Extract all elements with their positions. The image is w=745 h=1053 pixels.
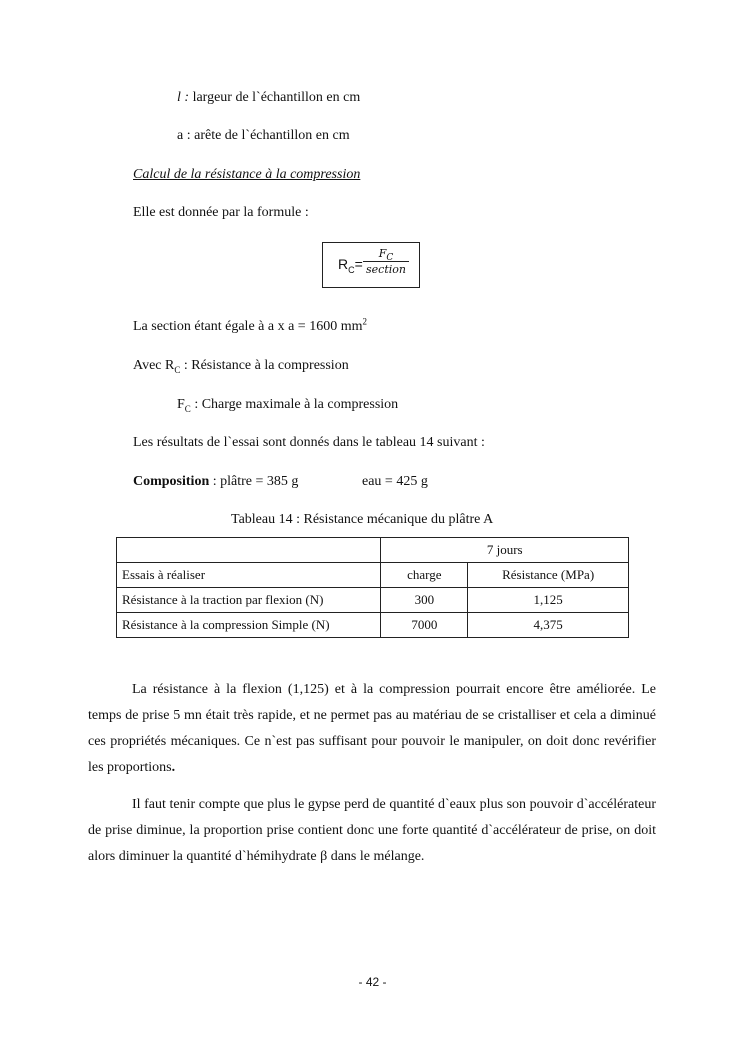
results-table bbox=[116, 537, 629, 638]
formula-fraction bbox=[363, 247, 409, 276]
composition-line bbox=[133, 473, 298, 491]
empty-header-cell bbox=[117, 538, 381, 563]
table-period-row bbox=[117, 538, 629, 563]
charge-cell: 300 bbox=[381, 588, 468, 613]
formula-intro: Elle est donnée par la formule : bbox=[133, 205, 309, 220]
formula-lhs bbox=[338, 256, 363, 275]
avec-prefix: Avec R bbox=[133, 358, 175, 373]
section-area-sup: 2 bbox=[362, 316, 367, 327]
formula-box bbox=[322, 242, 420, 288]
l-symbol: l : bbox=[177, 90, 190, 105]
fc-text: : Charge maximale à la compression bbox=[190, 397, 399, 412]
table-caption: Tableau 14 : Résistance mécanique du plâtre A bbox=[231, 512, 494, 527]
formula-numerator-sub: C bbox=[386, 253, 394, 264]
header-resistance: Résistance (MPa) bbox=[468, 563, 629, 588]
resistance-cell: 1,125 bbox=[468, 588, 629, 613]
formula-lhs-sub: C bbox=[348, 264, 355, 275]
section-heading: Calcul de la résistance à la compression bbox=[133, 167, 361, 182]
definition-l bbox=[177, 89, 360, 107]
test-name-cell: Résistance à la traction par flexion (N) bbox=[117, 588, 381, 613]
composition-label: Composition bbox=[133, 474, 210, 489]
composition-water: eau = 425 g bbox=[362, 474, 428, 489]
paragraph-1 bbox=[88, 677, 656, 781]
test-name-cell: Résistance à la compression Simple (N) bbox=[117, 613, 381, 638]
section-area-line bbox=[133, 318, 367, 336]
formula-equals: = bbox=[354, 256, 363, 272]
charge-cell: 7000 bbox=[381, 613, 468, 638]
results-intro: Les résultats de l`essai sont donnés dans le tableau 14 suivant : bbox=[133, 435, 485, 450]
paragraph-1-end: . bbox=[171, 760, 176, 775]
period-cell: 7 jours bbox=[381, 538, 629, 563]
header-tests: Essais à réaliser bbox=[117, 563, 381, 588]
formula-numerator-main: F bbox=[378, 247, 387, 260]
paragraph-2: Il faut tenir compte que plus le gypse perd de quantité d`eaux plus son pouvoir d`accélérateur de prise diminue, la proportion prise contient donc une forte quantité d`accélérateur de prise, on doit alors diminuer la quantité d`hémihydrate β dans le mélange. bbox=[88, 797, 656, 864]
formula-lhs-main: R bbox=[338, 256, 349, 272]
formula-denominator: section bbox=[366, 263, 406, 276]
fc-sub: C bbox=[184, 403, 191, 414]
l-definition-text: largeur de l`échantillon en cm bbox=[189, 90, 361, 105]
rc-text: : Résistance à la compression bbox=[180, 358, 349, 373]
composition-plaster: : plâtre = 385 g bbox=[209, 474, 299, 489]
fc-main: F bbox=[177, 397, 185, 412]
table-row bbox=[117, 613, 629, 638]
page-number: - 42 - bbox=[358, 975, 387, 989]
paragraph-1-text: La résistance à la flexion (1,125) et à la compression pourrait encore être améliorée. Le temps de prise 5 mn était très rapide, et ne permet pas au matériau de se cristalliser et cela a diminué ces propriétés mécaniques. Ce n`est pas suffisant pour pouvoir le manipuler, on doit donc revérifier les proportions bbox=[88, 682, 656, 775]
avec-rc-line bbox=[133, 357, 349, 375]
rc-sub: C bbox=[174, 364, 181, 375]
definition-a: a : arête de l`échantillon en cm bbox=[177, 128, 350, 143]
resistance-cell: 4,375 bbox=[468, 613, 629, 638]
fc-line bbox=[177, 396, 398, 414]
section-area-text: La section étant égale à a x a = 1600 mm bbox=[133, 319, 363, 334]
header-charge: charge bbox=[381, 563, 468, 588]
table-row bbox=[117, 588, 629, 613]
formula-numerator bbox=[363, 247, 409, 264]
table-header-row bbox=[117, 563, 629, 588]
